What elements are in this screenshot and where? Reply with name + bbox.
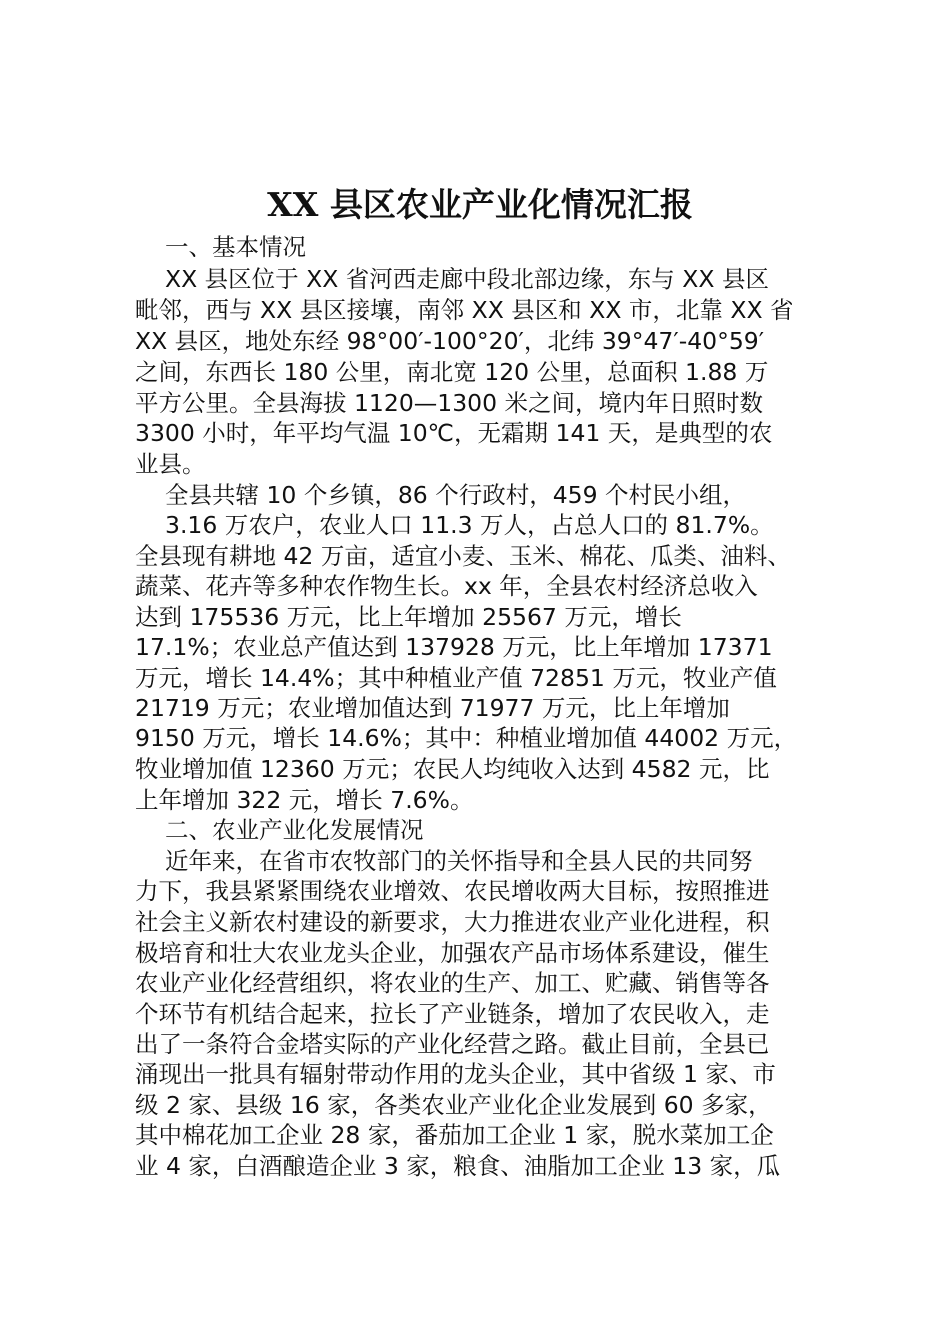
paragraph-line: 全县现有耕地 42 万亩，适宜小麦、玉米、棉花、瓜类、油料、: [135, 542, 791, 570]
paragraph-line: 之间，东西长 180 公里，南北宽 120 公里，总面积 1.88 万: [135, 358, 769, 386]
paragraph-line: 力下，我县紧紧围绕农业增效、农民增收两大目标，按照推进: [135, 877, 770, 905]
paragraph-line: XX 县区，地处东经 98°00′-100°20′，北纬 39°47′-40°59′: [135, 327, 765, 355]
document-title: XX 县区农业产业化情况汇报: [267, 185, 693, 224]
paragraph-line: 涌现出一批具有辐射带动作用的龙头企业，其中省级 1 家、市: [135, 1060, 776, 1088]
paragraph-line: 9150 万元，增长 14.6%；其中：种植业增加值 44002 万元，: [135, 724, 798, 752]
paragraph-line: 出了一条符合金塔实际的产业化经营之路。截止目前，全县已: [135, 1030, 770, 1058]
paragraph-line: 全县共辖 10 个乡镇，86 个行政村，459 个村民小组，: [165, 481, 747, 509]
paragraph-line: XX 县区位于 XX 省河西走廊中段北部边缘，东与 XX 县区: [165, 265, 769, 293]
paragraph-line: 3.16 万农户，农业人口 11.3 万人，占总人口的 81.7%。: [165, 511, 774, 539]
paragraph-line: 上年增加 322 元，增长 7.6%。: [135, 786, 474, 814]
paragraph-line: 万元，增长 14.4%；其中种植业产值 72851 万元，牧业产值: [135, 664, 777, 692]
paragraph-line: 极培育和壮大农业龙头企业，加强农产品市场体系建设，催生: [135, 939, 770, 967]
paragraph-line: 农业产业化经营组织，将农业的生产、加工、贮藏、销售等各: [135, 969, 770, 997]
paragraph-line: 业 4 家，白酒酿造企业 3 家，粮食、油脂加工企业 13 家，瓜: [135, 1152, 781, 1180]
paragraph-line: 业县。: [135, 450, 206, 478]
paragraph-line: 平方公里。全县海拔 1120—1300 米之间，境内年日照时数: [135, 389, 764, 417]
paragraph-line: 其中棉花加工企业 28 家，番茄加工企业 1 家，脱水菜加工企: [135, 1121, 774, 1149]
paragraph-line: 达到 175536 万元，比上年增加 25567 万元，增长: [135, 603, 682, 631]
paragraph-line: 级 2 家、县级 16 家，各类农业产业化企业发展到 60 多家，: [135, 1091, 772, 1119]
section-heading-industrialization: 二、农业产业化发展情况: [165, 816, 424, 844]
paragraph-line: 17.1%；农业总产值达到 137928 万元，比上年增加 17371: [135, 633, 773, 661]
paragraph-line: 牧业增加值 12360 万元；农民人均纯收入达到 4582 元，比: [135, 755, 770, 783]
paragraph-line: 21719 万元；农业增加值达到 71977 万元，比上年增加: [135, 694, 730, 722]
paragraph-line: 毗邻，西与 XX 县区接壤，南邻 XX 县区和 XX 市，北靠 XX 省: [135, 296, 794, 324]
paragraph-line: 3300 小时，年平均气温 10℃，无霜期 141 天，是典型的农: [135, 419, 773, 447]
paragraph-line: 社会主义新农村建设的新要求，大力推进农业产业化进程，积: [135, 908, 770, 936]
section-heading-basic: 一、基本情况: [165, 233, 306, 261]
paragraph-line: 蔬菜、花卉等多种农作物生长。xx 年，全县农村经济总收入: [135, 572, 758, 600]
paragraph-line: 近年来，在省市农牧部门的关怀指导和全县人民的共同努: [165, 847, 753, 875]
paragraph-line: 个环节有机结合起来，拉长了产业链条，增加了农民收入，走: [135, 1000, 770, 1028]
